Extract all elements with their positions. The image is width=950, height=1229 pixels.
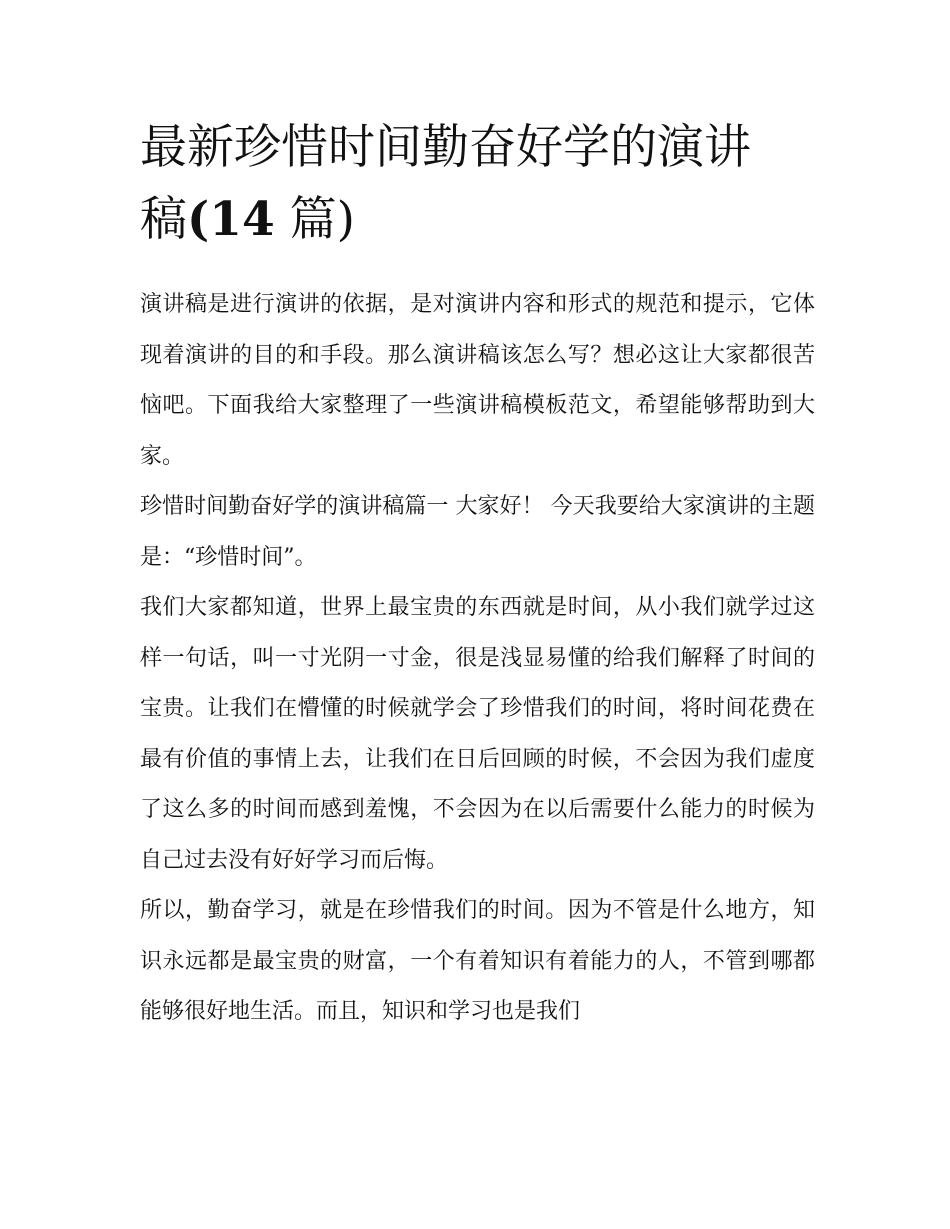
paragraph-time-precious: 我们大家都知道，世界上最宝贵的东西就是时间，从小我们就学过这样一句话，叫一寸光阴一寸金，很是浅显易懂的给我们解释了时间的宝贵。让我们在懵懂的时候就学会了珍惜我们的时间，将时间花费在最有价值的事情上去，让我们在日后回顾的时候，不会因为我们虚度了这么多的时间而感到羞愧，不会因为在以后需要什么能力的时候为自己过去没有好好学习而后悔。	[140, 595, 815, 873]
paragraph-greeting: 珍惜时间勤奋好学的演讲稿篇一 大家好！ 今天我要给大家演讲的主题是：“珍惜时间”。	[140, 494, 815, 570]
paragraph-intro: 演讲稿是进行演讲的依据，是对演讲内容和形式的规范和提示，它体现着演讲的目的和手段。那么演讲稿该怎么写？想必这让大家都很苦恼吧。下面我给大家整理了一些演讲稿模板范文，希望能够帮助到大家。	[140, 292, 815, 469]
title-line-2-prefix: 稿	[140, 192, 187, 247]
title-line-2-number: (14	[187, 192, 275, 247]
title-line-2-suffix: 篇)	[274, 192, 355, 247]
title-line-1: 最新珍惜时间勤奋好学的演讲	[140, 120, 751, 175]
paragraph-study-diligently: 所以，勤奋学习，就是在珍惜我们的时间。因为不管是什么地方，知识永远都是最宝贵的财富，一个有着知识有着能力的人，不管到哪都能够很好地生活。而且，知识和学习也是我们	[140, 898, 815, 1024]
document-title	[140, 112, 815, 256]
document-body	[140, 112, 815, 1038]
